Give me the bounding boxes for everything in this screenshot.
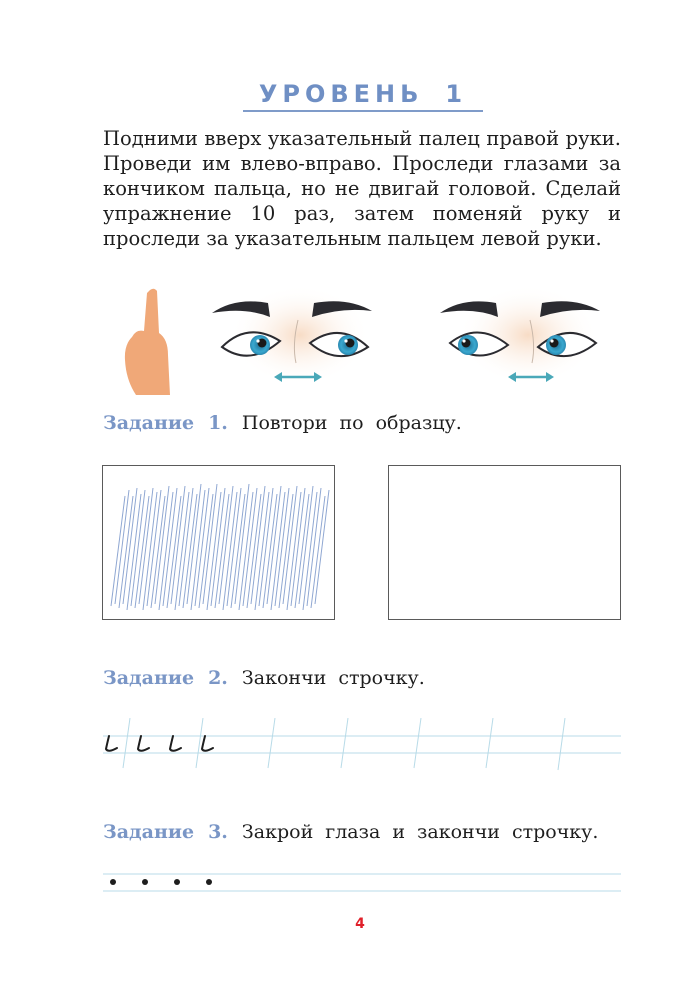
level-title-underline [243, 110, 483, 112]
ruled-lines [103, 872, 621, 894]
dot-samples [110, 879, 212, 885]
level-title [243, 80, 483, 108]
sample-hatched-box [102, 465, 335, 620]
task-2-text: Закончи строчку. [241, 667, 425, 689]
exercise-illustration [110, 285, 630, 395]
ruled-lines [103, 718, 621, 774]
level-number: 1 [445, 80, 468, 108]
task-1-label: Задание [103, 412, 195, 434]
eyes-looking-right-icon [212, 285, 372, 385]
intro-instructions: Подними вверх указательный палец правой руки. Проведи им влево-вправо. Проследи глазами за кончиком пальца, но не двигай головой. Сделай упражнение 10 раз, затем поменяй руку и проследи за указательным пальцем левой руки. [103, 127, 621, 250]
task-3-heading [103, 821, 598, 843]
raised-finger-icon [125, 289, 170, 395]
diagonal-hatching [103, 466, 333, 618]
cursive-l-samples [106, 736, 213, 751]
task-3-number: 3. [208, 821, 228, 843]
task-3-text: Закрой глаза и закончи строчку. [241, 821, 599, 843]
task-3-label: Задание [103, 821, 195, 843]
task-1-heading [103, 412, 462, 434]
page-number: 4 [355, 916, 365, 932]
writing-line-task-2[interactable] [103, 718, 621, 774]
writing-line-task-3[interactable] [103, 872, 621, 894]
eyes-looking-left-icon [440, 285, 600, 385]
task-1-number: 1. [208, 412, 228, 434]
task-2-heading [103, 667, 425, 689]
task-2-number: 2. [208, 667, 228, 689]
level-word: УРОВЕНЬ [258, 80, 424, 108]
task-1-text: Повтори по образцу. [241, 412, 462, 434]
practice-empty-box[interactable] [388, 465, 621, 620]
task-2-label: Задание [103, 667, 195, 689]
